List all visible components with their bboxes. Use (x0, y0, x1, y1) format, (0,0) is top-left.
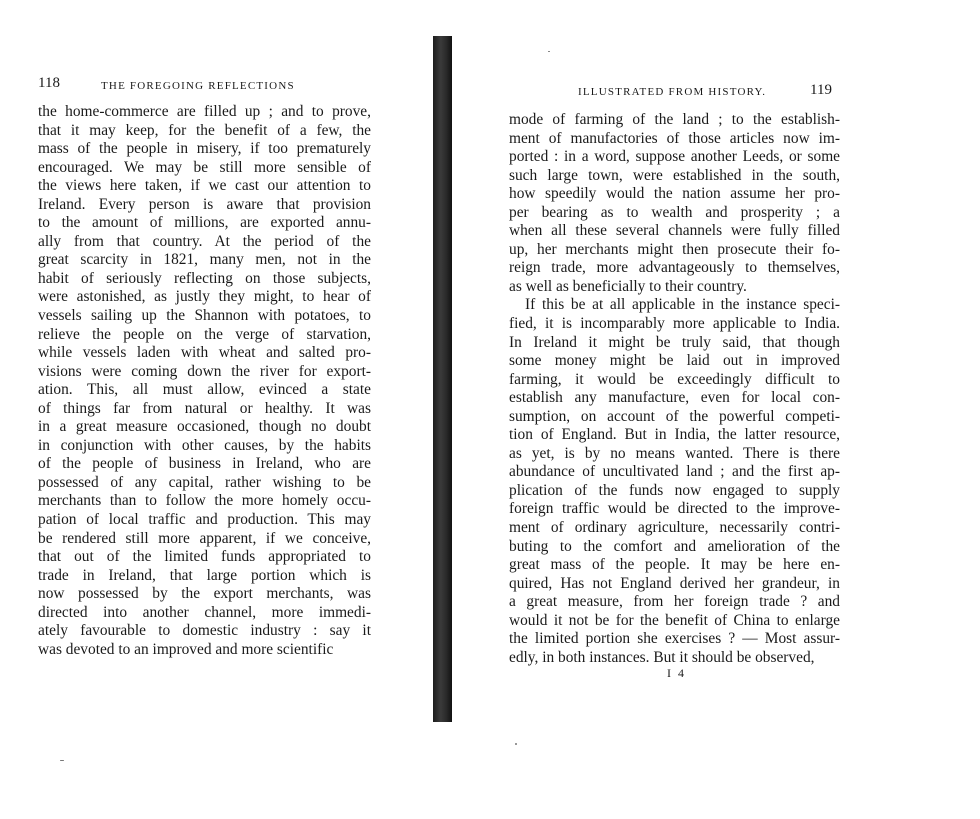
scan-speck (548, 51, 550, 52)
text-line: possessed of any capital, rather wishing to be (38, 473, 371, 491)
text-line: plication of the funds now engaged to supply (509, 481, 840, 499)
text-line: in conjunction with other causes, by the habits (38, 436, 371, 454)
text-line: ately favourable to domestic industry : say it (38, 622, 371, 640)
text-line: fied, it is incomparably more applicable to India. (509, 315, 840, 333)
text-line: visions were coming down the river for export- (38, 362, 371, 380)
text-line: ment of manufactories of those articles now im- (509, 129, 840, 147)
text-line: trade in Ireland, that large portion which is (38, 566, 371, 584)
text-line: was devoted to an improved and more scientific (38, 640, 334, 658)
text-line: up, her merchants might then prosecute their fo- (509, 240, 840, 258)
text-line: the views here taken, if we cast our attention to (38, 177, 371, 195)
running-head: THE FOREGOING REFLECTIONS (101, 80, 295, 92)
text-line: Ireland. Every person is aware that provision (38, 195, 371, 213)
text-line: such large town, were established in the south, (509, 166, 840, 184)
text-line: In Ireland it might be truly said, that though (509, 333, 840, 351)
text-line: to the amount of millions, are exported annu- (38, 214, 371, 232)
running-head: ILLUSTRATED FROM HISTORY. (578, 86, 767, 98)
text-line: that out of the limited funds appropriated to (38, 548, 371, 566)
text-line: that it may keep, for the benefit of a few, the (38, 121, 371, 139)
text-line: buting to the comfort and amelioration of the (509, 537, 840, 555)
text-line: pation of local traffic and production. This may (38, 511, 371, 529)
page-number: 119 (810, 82, 832, 98)
text-line: edly, in both instances. But it should be observed, (509, 648, 815, 666)
text-line: establish any manufacture, even for local con- (509, 389, 840, 407)
text-line: some money might be laid out in improved (509, 352, 840, 370)
text-line: ation. This, all must allow, evinced a state (38, 381, 371, 399)
text-line: be rendered still more apparent, if we conceive, (38, 529, 371, 547)
right-page-body (509, 111, 840, 667)
text-line: vessels sailing up the Shannon with potatoes, to (38, 307, 371, 325)
signature-mark: I 4 (667, 666, 686, 680)
page-gutter (433, 36, 452, 722)
text-line: while vessels laden with wheat and salted pro- (38, 344, 371, 362)
text-line: If this be at all applicable in the instance speci- (525, 296, 840, 314)
text-line: now possessed by the export merchants, was (38, 585, 371, 603)
text-line: per bearing as to wealth and prosperity ; a (509, 203, 840, 221)
text-line: tion of England. But in India, the latter resource, (509, 426, 840, 444)
text-line: mass of the people in misery, if too prematurely (38, 140, 371, 158)
text-line: relieve the people on the verge of starvation, (38, 325, 371, 343)
text-line: habit of seriously reflecting on those subjects, (38, 269, 371, 287)
text-line: quired, Has not England derived her grandeur, in (509, 574, 840, 592)
text-line: great scarcity in 1821, many men, not in the (38, 251, 371, 269)
text-line: ally from that country. At the period of the (38, 232, 371, 250)
text-line: the home-commerce are filled up ; and to prove, (38, 103, 371, 120)
text-line: of things far from natural or healthy. It was (38, 399, 371, 417)
right-page (452, 0, 980, 819)
text-line: how speedily would the nation assume her pro- (509, 185, 840, 203)
text-line: a great measure, from her foreign trade ? and (509, 593, 840, 611)
text-line: farming, it would be exceedingly difficult to (509, 370, 840, 388)
text-line: reign trade, more advantageously to themselves, (509, 259, 840, 277)
text-line: when all these several channels were fully filled (509, 222, 840, 240)
text-line: were astonished, as justly they might, to hear of (38, 288, 371, 306)
left-page (0, 0, 432, 819)
text-line: directed into another channel, more immedi- (38, 603, 371, 621)
text-line: would it not be for the benefit of China to enlarge (509, 611, 840, 629)
text-line: encouraged. We may be still more sensible of (38, 158, 371, 176)
scan-speck (60, 760, 64, 761)
scan-speck (515, 743, 517, 745)
left-page-body (38, 103, 371, 659)
text-line: ported : in a word, suppose another Leeds, or some (509, 148, 840, 166)
text-line: mode of farming of the land ; to the establish- (509, 111, 840, 128)
text-line: great mass of the people. It may be here en- (509, 556, 840, 574)
text-line: ment of ordinary agriculture, necessarily contri- (509, 519, 840, 537)
text-line: abundance of uncultivated land ; and the first ap- (509, 463, 840, 481)
text-line: merchants than to follow the more homely occu- (38, 492, 371, 510)
page-number: 118 (38, 75, 60, 91)
text-line: foreign traffic would be directed to the improve- (509, 500, 840, 518)
text-line: as yet, is by no means wanted. There is there (509, 444, 840, 462)
text-line: sumption, on account of the powerful competi- (509, 407, 840, 425)
text-line: of the people of business in Ireland, who are (38, 455, 371, 473)
text-line: as well as beneficially to their country. (509, 277, 747, 295)
text-line: the limited portion she exercises ? — Most assur- (509, 630, 840, 648)
text-line: in a great measure occasioned, though no doubt (38, 418, 371, 436)
